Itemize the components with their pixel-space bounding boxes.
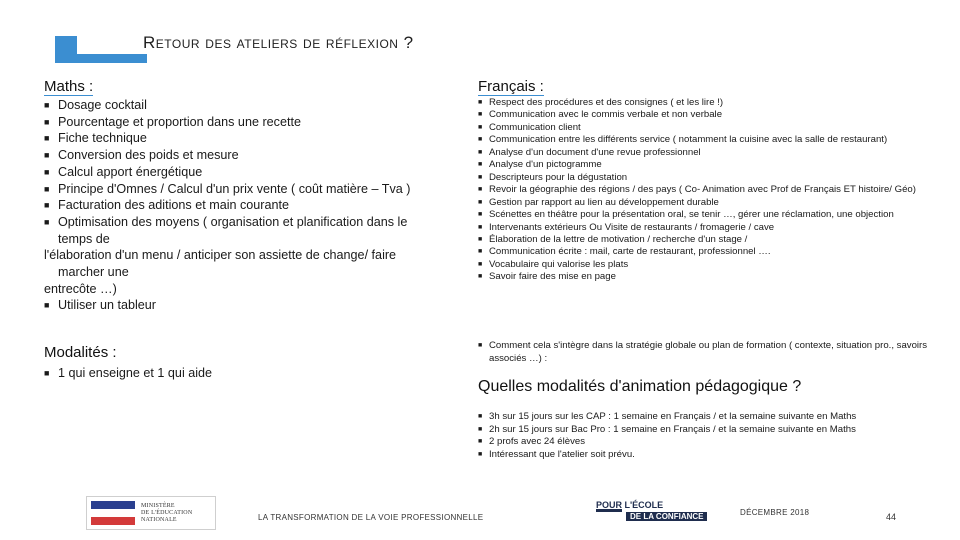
square-bullet-icon: ■ — [44, 166, 50, 177]
square-bullet-icon: ■ — [44, 216, 50, 227]
maths-heading: Maths : — [44, 78, 94, 95]
square-bullet-icon: ■ — [478, 136, 483, 144]
ministry-logo — [86, 496, 216, 530]
list-item: ■ Intéressant que l'atelier soit prévu. — [478, 448, 635, 460]
list-item: ■ Communication avec le commis verbale et non verbale — [478, 109, 723, 121]
list-item: ■ Facturation des aditions et main courante — [44, 198, 290, 213]
list-item: ■ Principe d'Omnes / Calcul d'un prix vente ( coût matière – Tva ) — [44, 181, 411, 196]
list-item: ■ Comment cela s'intègre dans la stratégie globale ou plan de formation ( contexte, situation pro., savoirs associés …) : — [478, 340, 928, 364]
list-item: ■ 2h sur 15 jours sur Bac Pro : 1 semaine en Français / et la semaine suivante en Maths — [478, 423, 856, 435]
square-bullet-icon: ■ — [478, 161, 483, 169]
list-item: ■ Utiliser un tableur — [44, 298, 156, 313]
logo-line-2: DE LA CONFIANCE — [626, 512, 707, 521]
question-heading: Quelles modalités d'animation pédagogique ? — [478, 378, 802, 395]
question-list — [478, 411, 928, 461]
list-item: ■ Scénettes en théâtre pour la présentation oral, se tenir …, gérer une réclamation, une objection — [478, 209, 894, 221]
modalites-list — [44, 365, 212, 381]
square-bullet-icon: ■ — [44, 116, 50, 127]
list-item: ■ Intervenants extérieurs Ou Visite de restaurants / fromagerie / cave — [478, 221, 775, 233]
list-item-continuation: entrecôte …) — [44, 281, 117, 296]
list-item: ■ Vocabulaire qui valorise les plats — [478, 258, 629, 270]
context-list — [478, 340, 938, 365]
list-item: ■ Analyse d'un pictogramme — [478, 159, 602, 171]
square-bullet-icon: ■ — [478, 235, 483, 243]
square-bullet-icon: ■ — [44, 200, 50, 211]
logo-line-1: POUR L'ÉCOLE — [596, 500, 664, 510]
square-bullet-icon: ■ — [44, 368, 50, 378]
list-item: ■ Optimisation des moyens ( organisation et planification dans le — [44, 214, 408, 229]
square-bullet-icon: ■ — [478, 99, 483, 106]
list-item: ■ 1 qui enseigne et 1 qui aide — [44, 366, 213, 380]
list-item: ■ Revoir la géographie des régions / des pays ( Co- Animation avec Prof de Français ET histoire/ Géo) — [478, 184, 916, 196]
square-bullet-icon: ■ — [478, 223, 483, 231]
list-item: ■ Descripteurs pour la dégustation — [478, 171, 628, 183]
list-item: ■ Communication entre les différents service ( notamment la cuisine avec la salle de restaurant) — [478, 134, 888, 146]
list-item: ■ Gestion par rapport au lien au développement durable — [478, 196, 719, 208]
francais-heading: Français : — [478, 78, 544, 95]
square-bullet-icon: ■ — [478, 342, 483, 349]
list-item: ■ Conversion des poids et mesure — [44, 148, 239, 163]
list-item: ■ Dosage cocktail — [44, 98, 147, 112]
square-bullet-icon: ■ — [478, 111, 483, 119]
header-accent-horizontal — [55, 54, 147, 63]
square-bullet-icon: ■ — [478, 248, 483, 256]
square-bullet-icon: ■ — [478, 198, 483, 206]
square-bullet-icon: ■ — [44, 133, 50, 144]
ministry-text: MINISTÈRE DE L'ÉDUCATION NATIONALE — [141, 502, 193, 523]
list-item: ■ Communication écrite : mail, carte de restaurant, professionnel …. — [478, 246, 771, 258]
square-bullet-icon: ■ — [478, 260, 483, 268]
slide-title: Retour des ateliers de réflexion ? — [143, 33, 414, 52]
square-bullet-icon: ■ — [478, 450, 483, 458]
list-item-continuation: l'élaboration d'un menu / anticiper son assiette de change/ faire — [44, 248, 397, 263]
footer-subtitle: LA TRANSFORMATION DE LA VOIE PROFESSIONNELLE — [258, 513, 484, 522]
square-bullet-icon: ■ — [478, 425, 483, 433]
square-bullet-icon: ■ — [44, 183, 50, 194]
list-item-continuation: marcher une — [58, 265, 129, 280]
square-bullet-icon: ■ — [44, 150, 50, 161]
square-bullet-icon: ■ — [478, 186, 483, 194]
list-item: ■ Savoir faire des mise en page — [478, 271, 616, 283]
square-bullet-icon: ■ — [478, 148, 483, 156]
modalites-heading: Modalités : — [44, 344, 117, 361]
square-bullet-icon: ■ — [44, 100, 50, 110]
list-item: ■ 3h sur 15 jours sur les CAP : 1 semaine en Français / et la semaine suivante en Maths — [478, 411, 857, 422]
square-bullet-icon: ■ — [478, 438, 483, 445]
list-item-continuation: temps de — [58, 231, 110, 246]
square-bullet-icon: ■ — [478, 413, 483, 420]
list-item: ■ Communication client — [478, 121, 581, 133]
list-item: ■ 2 profs avec 24 élèves — [478, 436, 585, 447]
square-bullet-icon: ■ — [478, 173, 483, 181]
square-bullet-icon: ■ — [44, 300, 50, 311]
ecole-confiance-logo — [596, 500, 716, 524]
list-item: ■ Analyse d'un document d'une revue professionnel — [478, 146, 701, 158]
list-item: ■ Calcul apport énergétique — [44, 164, 203, 179]
list-item: ■ Respect des procédures et des consignes ( et les lire !) — [478, 97, 724, 108]
list-item: ■ Élaboration de la lettre de motivation / recherche d'un stage / — [478, 233, 748, 245]
list-item: ■ Fiche technique — [44, 131, 147, 146]
square-bullet-icon: ■ — [478, 123, 483, 131]
square-bullet-icon: ■ — [478, 211, 483, 219]
square-bullet-icon: ■ — [478, 273, 483, 281]
francais-list — [478, 97, 928, 284]
page-number: 44 — [886, 512, 897, 522]
french-flag-icon — [91, 501, 135, 525]
footer-date: DÉCEMBRE 2018 — [740, 508, 810, 517]
maths-list — [44, 97, 464, 314]
list-item: ■ Pourcentage et proportion dans une recette — [44, 114, 301, 129]
